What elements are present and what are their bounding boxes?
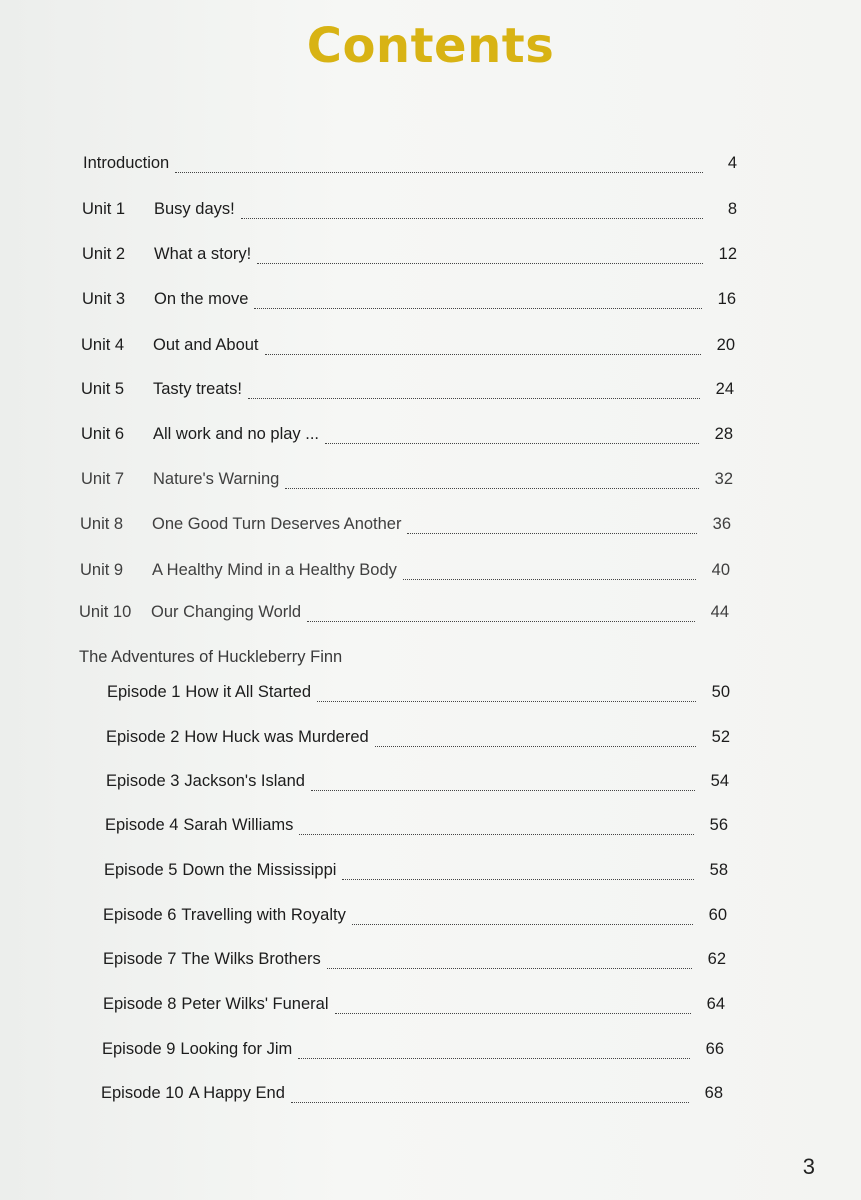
page-ref: 40	[711, 561, 730, 579]
unit-label: Unit 1	[82, 200, 126, 218]
leader-dots	[327, 956, 692, 969]
episode-title: Jackson's Island	[184, 772, 305, 790]
episode-title: Sarah Williams	[183, 816, 294, 834]
episode-title: A Happy End	[188, 1084, 285, 1102]
unit-label: Unit 7	[81, 470, 125, 488]
toc-row-episode	[107, 683, 730, 707]
page-ref: 54	[710, 772, 729, 790]
toc-row-episode	[101, 1084, 723, 1108]
leader-dots	[307, 609, 695, 622]
page-ref: 50	[711, 683, 730, 701]
episode-label: Episode 2	[106, 728, 180, 746]
page-ref: 20	[716, 336, 735, 354]
unit-label: Unit 3	[82, 290, 126, 308]
page-ref: 16	[717, 290, 736, 308]
leader-dots	[291, 1090, 689, 1103]
unit-title: Our Changing World	[151, 603, 302, 621]
unit-title: All work and no play ...	[153, 425, 319, 443]
episode-label: Episode 8	[103, 995, 177, 1013]
unit-title: Nature's Warning	[153, 470, 280, 488]
page-ref: 28	[714, 425, 733, 443]
page-ref: 24	[715, 380, 734, 398]
toc-row-introduction	[83, 154, 737, 178]
page-ref: 52	[711, 728, 730, 746]
episode-label: Episode 3	[106, 772, 180, 790]
toc-row-unit	[82, 290, 736, 314]
leader-dots	[403, 567, 696, 580]
page-ref: 68	[704, 1084, 723, 1102]
leader-dots	[335, 1001, 692, 1014]
page-ref: 56	[709, 816, 728, 834]
toc-row-episode	[106, 728, 730, 752]
episode-title: Travelling with Royalty	[181, 906, 346, 924]
toc-row-unit	[81, 425, 733, 449]
leader-dots	[317, 689, 696, 702]
leader-dots	[254, 296, 702, 309]
episode-title: How Huck was Murdered	[184, 728, 369, 746]
unit-title: Busy days!	[154, 200, 235, 218]
leader-dots	[248, 386, 700, 399]
leader-dots	[257, 251, 703, 264]
leader-dots	[241, 206, 703, 219]
reader-section-title: The Adventures of Huckleberry Finn	[79, 648, 343, 666]
page-title: Contents	[306, 18, 555, 74]
page-ref: 12	[718, 245, 737, 263]
toc-row-unit	[80, 515, 731, 539]
page-ref: 64	[706, 995, 725, 1013]
leader-dots	[352, 912, 693, 925]
page-ref: 62	[707, 950, 726, 968]
page-ref: 44	[710, 603, 729, 621]
toc-row-unit	[81, 336, 735, 360]
toc-row-unit	[82, 200, 737, 224]
episode-label: Episode 10	[101, 1084, 184, 1102]
toc-row-episode	[105, 816, 728, 840]
toc-row-episode	[106, 772, 729, 796]
toc-row-episode	[103, 906, 727, 930]
episode-title: Peter Wilks' Funeral	[181, 995, 329, 1013]
leader-dots	[285, 476, 699, 489]
leader-dots	[298, 1046, 690, 1059]
toc-row-episode	[104, 861, 728, 885]
episode-title: How it All Started	[185, 683, 312, 701]
episode-title: Down the Mississippi	[182, 861, 337, 879]
page-number: 3	[802, 1154, 815, 1179]
introduction-label: Introduction	[83, 154, 170, 172]
page-ref: 4	[727, 154, 737, 172]
toc-row-unit	[79, 603, 729, 627]
leader-dots	[407, 521, 697, 534]
unit-title: A Healthy Mind in a Healthy Body	[152, 561, 397, 579]
leader-dots	[265, 342, 701, 355]
unit-label: Unit 10	[79, 603, 132, 621]
episode-title: The Wilks Brothers	[181, 950, 321, 968]
page-ref: 66	[705, 1040, 724, 1058]
unit-label: Unit 2	[82, 245, 126, 263]
page-ref: 36	[712, 515, 731, 533]
leader-dots	[342, 867, 694, 880]
page-ref: 8	[727, 200, 737, 218]
unit-label: Unit 6	[81, 425, 125, 443]
toc-row-unit	[81, 470, 733, 494]
unit-title: On the move	[154, 290, 249, 308]
unit-label: Unit 8	[80, 515, 124, 533]
toc-row-unit	[80, 561, 730, 585]
unit-label: Unit 5	[81, 380, 125, 398]
toc-row-episode	[102, 1040, 724, 1064]
leader-dots	[375, 734, 696, 747]
episode-label: Episode 7	[103, 950, 177, 968]
unit-title: Out and About	[153, 336, 259, 354]
episode-label: Episode 4	[105, 816, 179, 834]
page-ref: 58	[709, 861, 728, 879]
unit-title: One Good Turn Deserves Another	[152, 515, 402, 533]
leader-dots	[311, 778, 695, 791]
unit-label: Unit 9	[80, 561, 124, 579]
leader-dots	[175, 160, 703, 173]
toc-row-unit	[81, 380, 734, 404]
toc-row-episode	[103, 950, 726, 974]
unit-label: Unit 4	[81, 336, 125, 354]
leader-dots	[325, 431, 699, 444]
unit-title: Tasty treats!	[153, 380, 242, 398]
episode-label: Episode 1	[107, 683, 181, 701]
page-ref: 60	[708, 906, 727, 924]
episode-label: Episode 5	[104, 861, 178, 879]
leader-dots	[299, 822, 694, 835]
episode-title: Looking for Jim	[180, 1040, 293, 1058]
episode-label: Episode 6	[103, 906, 177, 924]
unit-title: What a story!	[154, 245, 252, 263]
toc-row-episode	[103, 995, 725, 1019]
page-ref: 32	[714, 470, 733, 488]
episode-label: Episode 9	[102, 1040, 176, 1058]
toc-row-unit	[82, 245, 737, 269]
